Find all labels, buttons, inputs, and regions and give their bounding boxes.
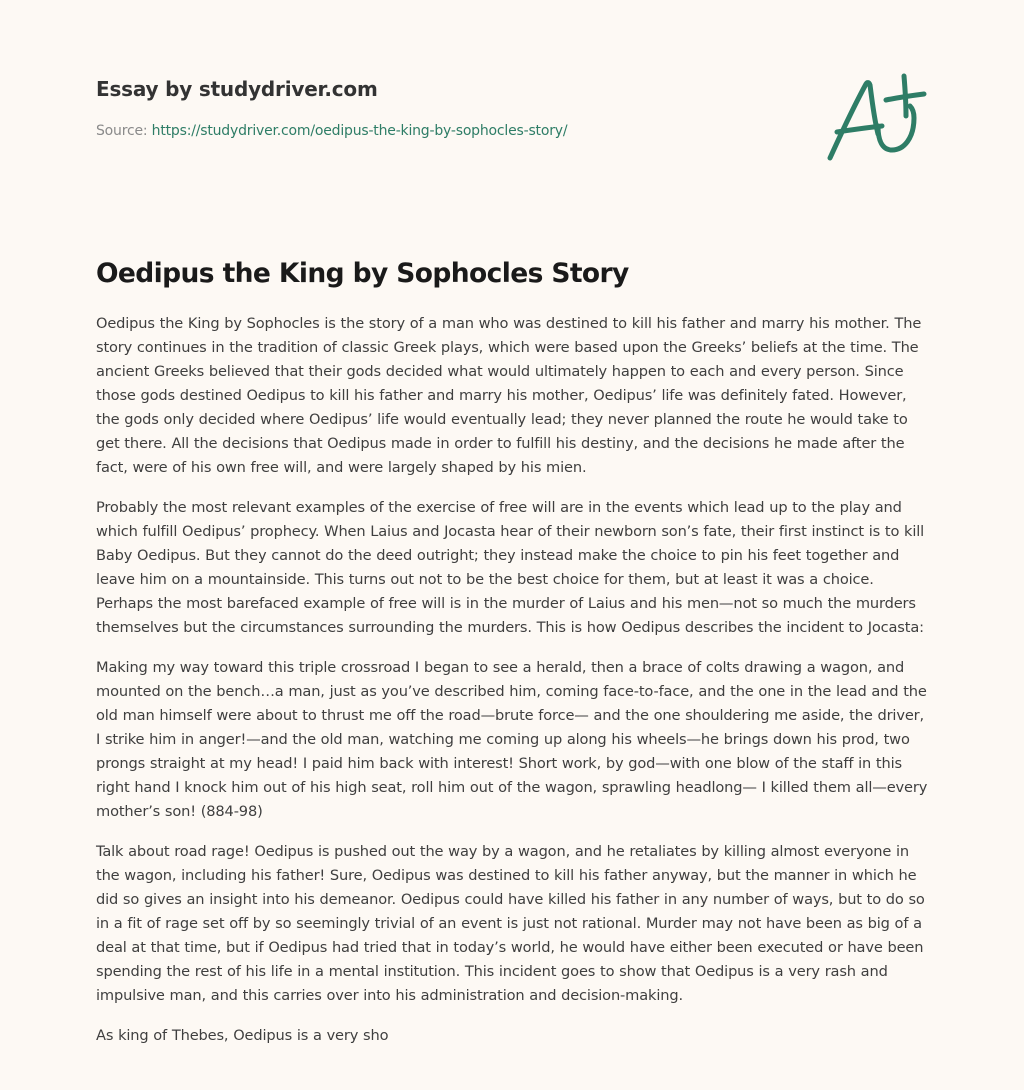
source-line: [96, 121, 796, 141]
essay-content: [96, 256, 932, 1048]
source-label: Source:: [96, 123, 148, 139]
essay-paragraph: Talk about road rage! Oedipus is pushed out the way by a wagon, and he retaliates by killing almost everyone in the wagon, including his father! Sure, Oedipus was destined to kill his father anyway, but the manner in which he did so gives an insight into his demeanor. Oedipus could have killed his father in any number of ways, but to do so in a fit of rage set off by so seemingly trivial of an event is just not rational. Murder may not have been as big of a deal at that time, but if Oedipus had tried that in today’s world, he would have either been executed or have been spending the rest of his life in a mental institution. This incident goes to show that Oedipus is a very rash and impulsive man, and this carries over into his administration and decision-making.: [96, 843, 925, 1004]
essay-paragraph-truncated: As king of Thebes, Oedipus is a very sho: [96, 1027, 389, 1044]
a-plus-grade-icon: [820, 66, 930, 166]
essay-title: Oedipus the King by Sophocles Story: [96, 258, 629, 289]
essay-quote-paragraph: Making my way toward this triple crossroad I began to see a herald, then a brace of colts drawing a wagon, and mounted on the bench…a man, just as you’ve described him, coming face-to-face, and the one in the lead and the old man himself were about to thrust me off the road—brute force— and the one shouldering me aside, the driver, I strike him in anger!—and the old man, watching me coming up along his wheels—he brings down his prod, two prongs straight at my head! I paid him back with interest! Short work, by god—with one blow of the staff in this right hand I knock him out of his high seat, roll him out of the wagon, sprawling headlong— I killed them all—every mother’s son! (884-98): [96, 659, 928, 820]
essay-paragraph: Oedipus the King by Sophocles is the story of a man who was destined to kill his father and marry his mother. The story continues in the tradition of classic Greek plays, which were based upon the Greeks’ beliefs at the time. The ancient Greeks believed that their gods decided what would ultimately happen to each and every person. Since those gods destined Oedipus to kill his father and marry his mother, Oedipus’ life was definitely fated. However, the gods only decided where Oedipus’ life would eventually lead; they never planned the route he would take to get there. All the decisions that Oedipus made in order to fulfill his destiny, and the decisions he made after the fact, were of his own free will, and were largely shaped by his mien.: [96, 315, 922, 476]
source-link[interactable]: https://studydriver.com/oedipus-the-king-by-sophocles-story/: [151, 123, 568, 139]
site-title: Essay by studydriver.com: [96, 77, 378, 101]
page-header: [96, 75, 796, 141]
essay-paragraph: Probably the most relevant examples of the exercise of free will are in the events which lead up to the play and which fulfill Oedipus’ prophecy. When Laius and Jocasta hear of their newborn son’s fate, their first instinct is to kill Baby Oedipus. But they cannot do the deed outright; they instead make the choice to pin his feet together and leave him on a mountainside. This turns out not to be the best choice for them, but at least it was a choice. Perhaps the most barefaced example of free will is in the murder of Laius and his men—not so much the murders themselves but the circumstances surrounding the murders. This is how Oedipus describes the incident to Jocasta:: [96, 499, 925, 636]
